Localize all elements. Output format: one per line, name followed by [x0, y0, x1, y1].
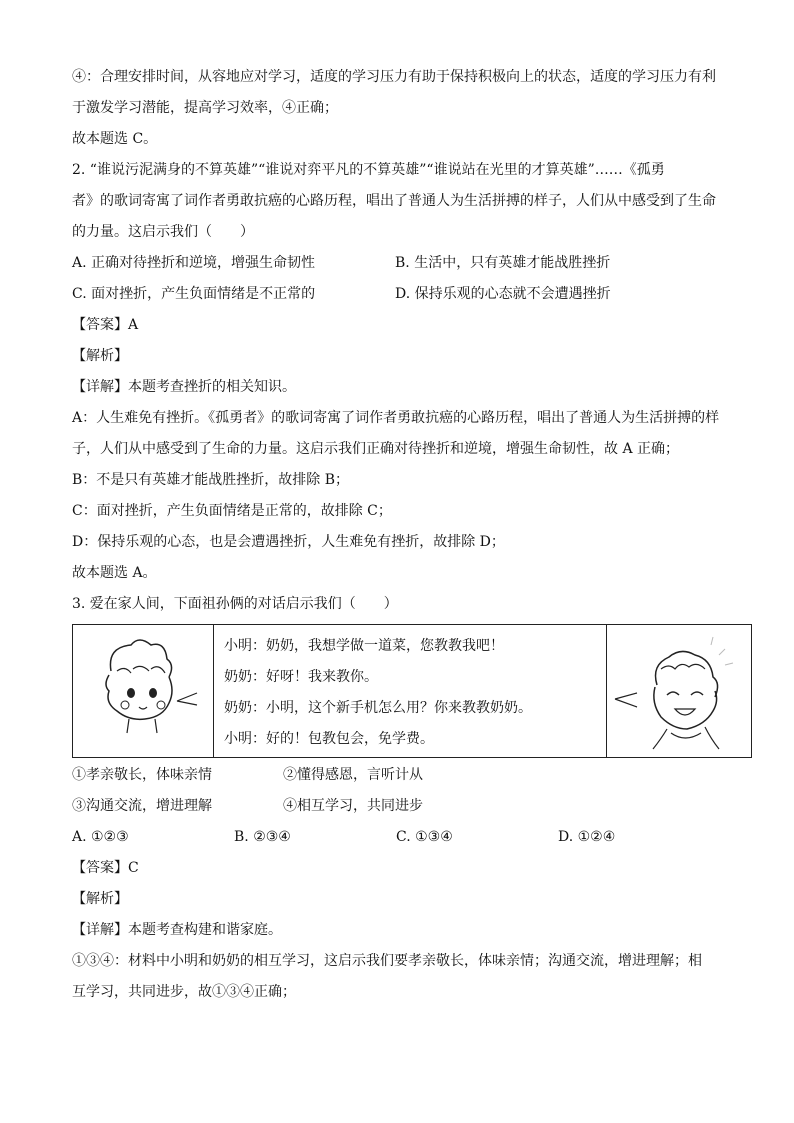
dialogue-line-1: 小明：奶奶，我想学做一道菜，您教教我吧！ [224, 638, 504, 654]
prev-point-4-line2: 于激发学习潜能，提高学习效率，④正确； [72, 100, 338, 116]
q2-option-d: D. 保持乐观的心态就不会遭遇挫折 [395, 286, 611, 302]
prev-conclusion: 故本题选 C。 [72, 131, 158, 147]
q2-analysis-label: 【解析】 [72, 348, 128, 364]
q2-options-row1 [72, 248, 732, 279]
q2-stem-line3: 的力量。这启示我们（ ） [72, 224, 254, 240]
q2-detail-a-line1: A：人生难免有挫折。《孤勇者》的歌词寄寓了词作者勇敢抗癌的心路历程，唱出了普通人为生活拼搏的样 [72, 410, 720, 426]
q3-statements-row2 [72, 791, 732, 822]
dialogue-line-3: 奶奶：小明，这个新手机怎么用？你来教教奶奶。 [224, 700, 532, 716]
dialogue-line-2: 奶奶：好呀！我来教你。 [224, 669, 378, 685]
dialogue-line-4: 小明：好的！包教包会，免学费。 [224, 731, 434, 747]
q3-option-b: B. ②③④ [234, 829, 291, 845]
q3-statement-4: ④相互学习，共同进步 [283, 798, 423, 814]
grandma-illustration [606, 625, 751, 757]
boy-drawing [73, 625, 213, 757]
q3-option-c: C. ①③④ [396, 829, 453, 845]
q2-conclusion: 故本题选 A。 [72, 565, 157, 581]
grandma-drawing [607, 625, 751, 757]
q2-option-c: C. 面对挫折，产生负面情绪是不正常的 [72, 286, 316, 302]
q2-stem-line1: 2. “谁说污泥满身的不算英雄”“谁说对弈平凡的不算英雄”“谁说站在光里的才算英雄”……《孤勇 [72, 162, 665, 178]
q2-detail-title: 【详解】本题考查挫折的相关知识。 [72, 379, 296, 395]
q3-stem: 3. 爱在家人间，下面祖孙俩的对话启示我们（ ） [72, 596, 398, 612]
q2-option-a: A. 正确对待挫折和逆境，增强生命韧性 [72, 255, 316, 271]
q2-detail-a-line2: 子，人们从中感受到了生命的力量。这启示我们正确对待挫折和逆境，增强生命韧性，故 A 正确； [72, 441, 680, 457]
q2-options-row2 [72, 279, 732, 310]
q2-detail-b: B：不是只有英雄才能战胜挫折，故排除 B； [72, 472, 350, 488]
boy-illustration [73, 625, 214, 757]
q3-detail-line1: ①③④：材料中小明和奶奶的相互学习，这启示我们要孝亲敬长，体味亲情；沟通交流，增进理解；相 [72, 953, 702, 969]
document-page [72, 62, 732, 1008]
q3-statement-2: ②懂得感恩，言听计从 [283, 767, 423, 783]
q3-dialogue-table [72, 624, 752, 758]
q3-option-d: D. ①②④ [558, 829, 616, 845]
q2-option-b: B. 生活中，只有英雄才能战胜挫折 [395, 255, 611, 271]
q3-statement-1: ①孝亲敬长，体味亲情 [72, 767, 212, 783]
q3-detail-title: 【详解】本题考查构建和谐家庭。 [72, 922, 282, 938]
q3-options-row [72, 822, 732, 853]
q2-answer: 【答案】A [72, 317, 139, 333]
q3-option-a: A. ①②③ [72, 829, 129, 845]
prev-point-4-line1: ④：合理安排时间，从容地应对学习，适度的学习压力有助于保持积极向上的状态，适度的学习压力有利 [72, 69, 716, 85]
dialogue-box [214, 625, 606, 757]
q2-stem-line2: 者》的歌词寄寓了词作者勇敢抗癌的心路历程，唱出了普通人为生活拼搏的样子，人们从中感受到了生命 [72, 193, 716, 209]
q3-detail-line2: 互学习，共同进步，故①③④正确； [72, 984, 296, 1000]
q3-analysis-label: 【解析】 [72, 891, 128, 907]
q3-statements-row1 [72, 760, 732, 791]
q2-detail-c: C：面对挫折，产生负面情绪是正常的，故排除 C； [72, 503, 392, 519]
q3-answer: 【答案】C [72, 860, 139, 876]
q3-statement-3: ③沟通交流，增进理解 [72, 798, 212, 814]
q2-detail-d: D：保持乐观的心态，也是会遭遇挫折，人生难免有挫折，故排除 D； [72, 534, 505, 550]
